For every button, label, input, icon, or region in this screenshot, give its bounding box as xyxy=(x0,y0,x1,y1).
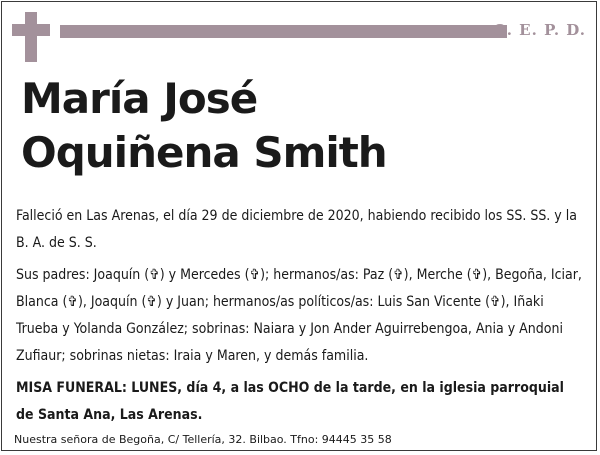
qepd-label: Q. E. P. D. xyxy=(493,21,586,39)
obituary-body xyxy=(16,203,584,434)
funeral-paragraph: MISA FUNERAL: LUNES, día 4, a las OCHO de la tarde, en la iglesia parroquial de Santa Ana, Las Arenas. xyxy=(16,380,564,423)
obituary-card xyxy=(1,1,597,451)
deceased-name-line1: María José xyxy=(21,74,258,123)
funeral-home-address: Nuestra señora de Begoña, C/ Tellería, 32. Bilbao. Tfno: 94445 35 58 xyxy=(14,433,392,446)
death-notice-paragraph: Falleció en Las Arenas, el día 29 de diciembre de 2020, habiendo recibido los SS. SS. y la B. A. de S. S. xyxy=(16,208,577,251)
family-paragraph: Sus padres: Joaquín (✞) y Mercedes (✞); hermanos/as: Paz (✞), Merche (✞), Begoña, Iciar, Blanca (✞), Joaquín (✞) y Juan; hermanos/as políticos/as: Luis San Vicente (✞), Iñaki Trueba y Yolanda González; sobrinas: Naiara y Jon Ander Aguirrebengoa, Ania y Andoni Zufiaur; sobrinas nietas: Iraia y Maren, y demás familia. xyxy=(16,267,582,364)
header-divider xyxy=(60,25,507,38)
deceased-name-line2: Oquiñena Smith xyxy=(21,128,387,177)
deceased-name xyxy=(21,72,387,180)
cross-icon xyxy=(25,12,37,62)
cross-icon-bar xyxy=(12,24,50,36)
